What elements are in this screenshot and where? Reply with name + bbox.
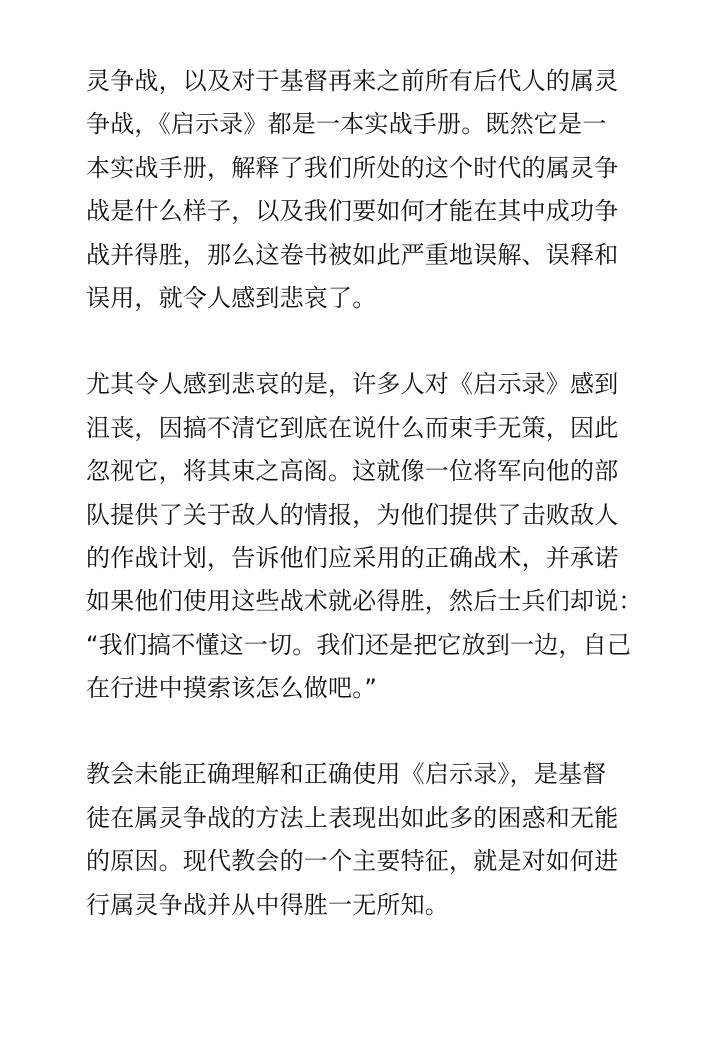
text-line: 沮丧，因搞不清它到底在说什么而束手无策，因此 xyxy=(86,413,619,442)
text-line: 本实战手册，解释了我们所处的这个时代的属灵争 xyxy=(86,153,619,182)
text-line: 的原因。现代教会的一个主要特征，就是对如何进 xyxy=(86,847,619,876)
document-page xyxy=(86,60,646,927)
text-line: 徒在属灵争战的方法上表现出如此多的困惑和无能 xyxy=(86,803,619,832)
text-line: 尤其令人感到悲哀的是，许多人对《启示录》感到 xyxy=(86,370,619,399)
text-line: 战并得胜，那么这卷书被如此严重地误解、误释和 xyxy=(86,240,619,269)
paragraph-1 xyxy=(86,60,646,320)
text-line: 误用，就令人感到悲哀了。 xyxy=(86,283,377,312)
text-line: 战是什么样子，以及我们要如何才能在其中成功争 xyxy=(86,197,619,226)
paragraph-2 xyxy=(86,363,646,710)
paragraph-3 xyxy=(86,753,646,927)
text-line: 行属灵争战并从中得胜一无所知。 xyxy=(86,890,449,919)
text-line: 灵争战，以及对于基督再来之前所有后代人的属灵 xyxy=(86,67,619,95)
text-line: 争战，《启示录》都是一本实战手册。既然它是一 xyxy=(86,110,607,139)
text-line: 队提供了关于敌人的情报，为他们提供了击败敌人 xyxy=(86,500,619,529)
text-line: “我们搞不懂这一切。我们还是把它放到一边，自己 xyxy=(86,630,632,659)
text-line: 忽视它，将其束之高阁。这就像一位将军向他的部 xyxy=(86,457,619,486)
paragraph-spacer xyxy=(86,320,646,363)
text-line: 教会未能正确理解和正确使用《启示录》，是基督 xyxy=(86,760,607,789)
text-line: 在行进中摸索该怎么做吧。” xyxy=(86,674,378,703)
paragraph-spacer xyxy=(86,710,646,753)
text-line: 的作战计划，告诉他们应采用的正确战术，并承诺 xyxy=(86,543,619,572)
text-line: 如果他们使用这些战术就必得胜，然后士兵们却说： xyxy=(86,587,643,616)
